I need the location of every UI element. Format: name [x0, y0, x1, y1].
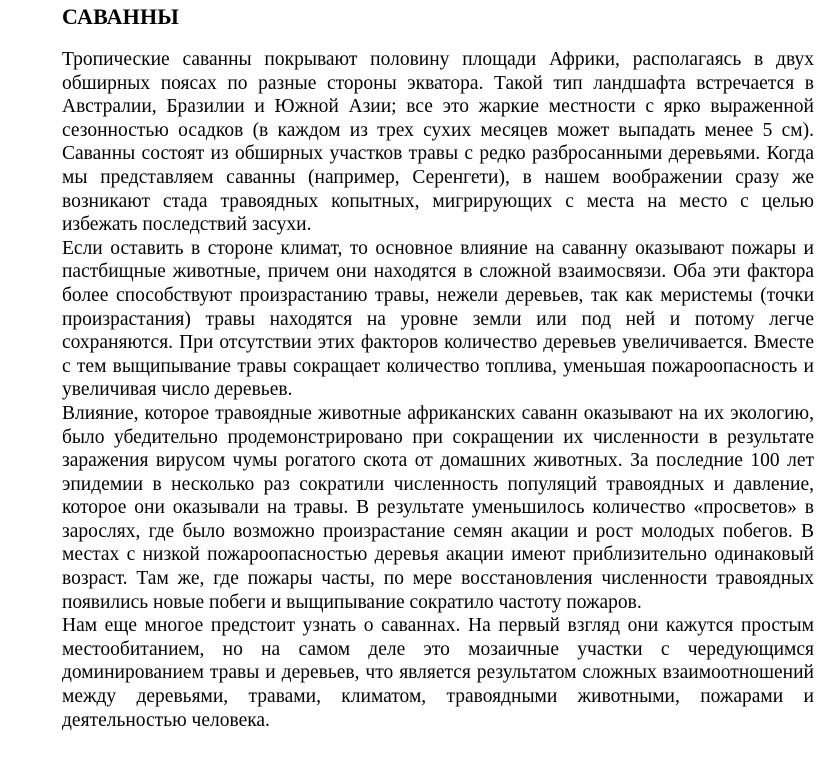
paragraph-1: Тропические саванны покрывают половину площади Африки, располагаясь в двух обширных поясах по разные стороны экватора. Такой тип ландшафта встречается в Австралии, Бразилии и Южной Азии; все это жаркие местности с ярко выраженной сезонностью осадков (в каждом из трех сухих месяцев может выпадать менее 5 см). Саванны состоят из обширных участков травы с редко разбросанными деревьями. Когда мы представляем саванны (например, Серенгети), в нашем воображении сразу же возникают стада травоядных копытных, мигрирующих с места на место с целью избежать последствий засухи.: [62, 49, 814, 236]
paragraph-2: Если оставить в стороне климат, то основное влияние на саванну оказывают пожары и пастбищные животные, причем они находятся в сложной взаимосвязи. Оба эти фактора более способствуют произрастанию травы, нежели деревьев, так как меристемы (точки произрастания) травы находятся на уровне земли или под ней и потому легче сохраняются. При отсутствии этих факторов количество деревьев увеличивается. Вместе с тем выщипывание травы сокращает количество топлива, уменьшая пожароопасность и увеличивая число деревьев.: [62, 237, 814, 401]
document-page: [62, 0, 814, 732]
document-title: САВАННЫ: [62, 4, 180, 29]
paragraph-3: Влияние, которое травоядные животные африканских саванн оказывают на их экологию, было убедительно продемонстрировано при сокращении их численности в результате заражения вирусом чумы рогатого скота от домашних животных. За последние 100 лет эпидемии в несколько раз сократили численность популяций травоядных и давление, которое они оказывали на травы. В результате уменьшилось количество «просветов» в зарослях, где было возможно произрастание семян акации и рост молодых побегов. В местах с низкой пожароопасностью деревья акации имеют приблизительно одинаковый возраст. Там же, где пожары часты, по мере восстановления численности травоядных появились новые побеги и выщипывание сократило частоту пожаров.: [62, 402, 814, 613]
paragraph-4: Нам еще многое предстоит узнать о саваннах. На первый взгляд они кажутся простым местообитанием, но на самом деле это мозаичные участки с чередующимся доминированием травы и деревьев, что является результатом сложных взаимоотношений между деревьями, травами, климатом, травоядными животными, пожарами и деятельностью человека.: [62, 615, 814, 731]
